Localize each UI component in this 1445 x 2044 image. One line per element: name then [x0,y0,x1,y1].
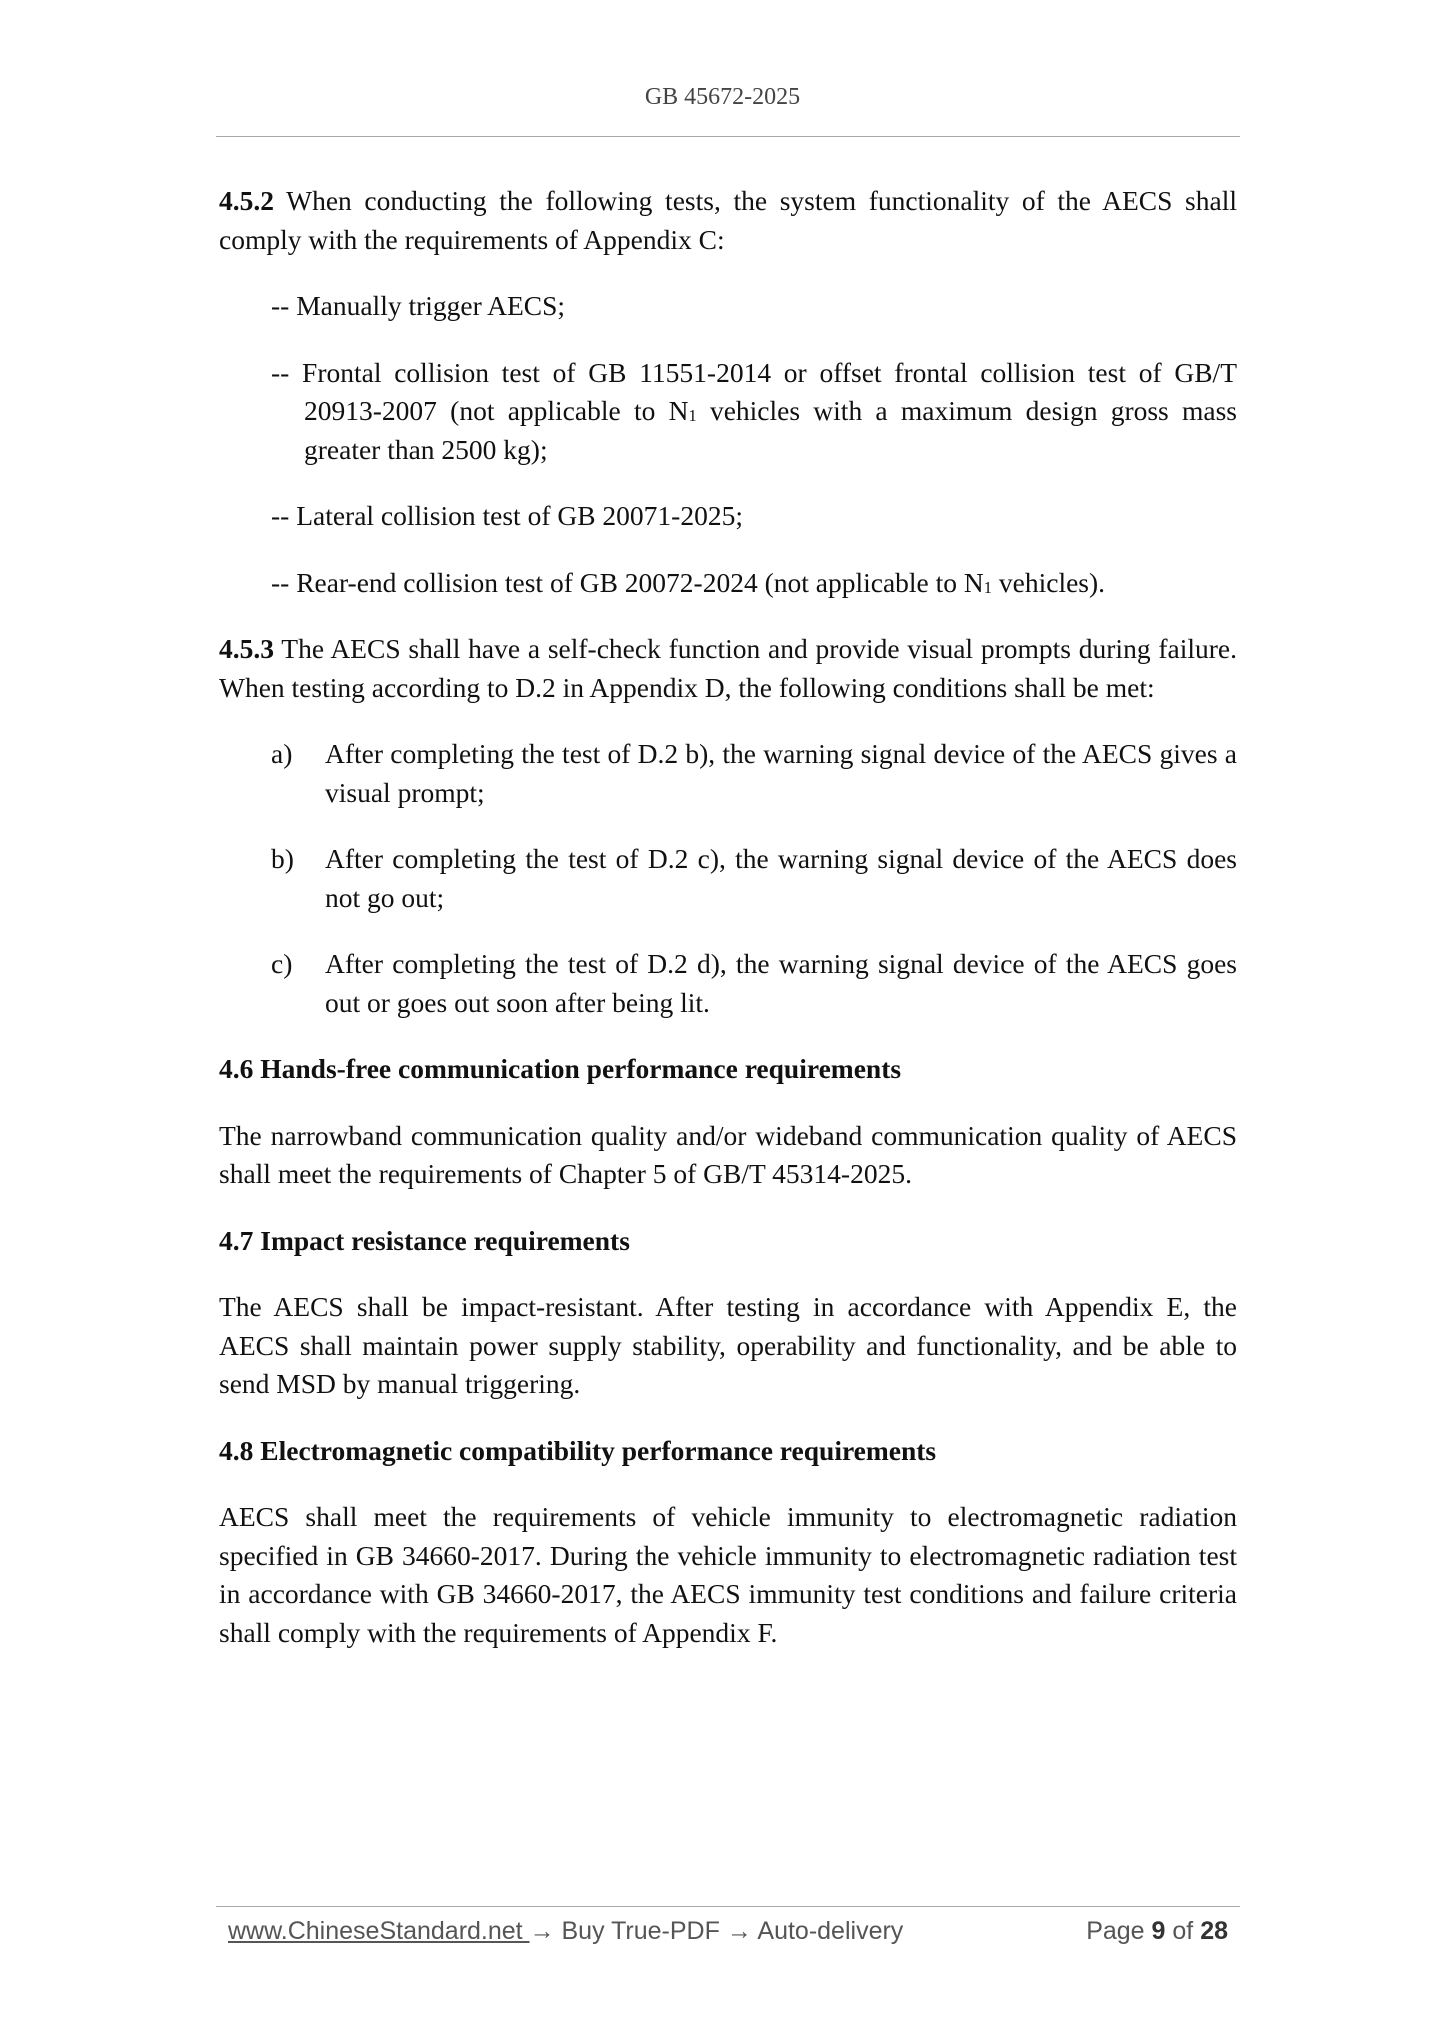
section-heading-4-7: 4.7 Impact resistance requirements [219,1224,630,1256]
section-text-4-8: AECS shall meet the requirements of vehicle immunity to electromagnetic radiation specified in GB 34660-2017. During the vehicle immunity to electromagnetic radiation test in accordance with GB 34660-2017, the AECS immunity test conditions and failure criteria shall comply with the requirements of Appendix F. [219,1501,1237,1648]
footer-links [228,1917,903,1946]
clause-text: When conducting the following tests, the system functionality of the AECS shall comply with the requirements of Appendix C: [219,185,1237,255]
list-item: -- Rear-end collision test of GB 20072-2024 (not applicable to $N_1$ vehicles). [271,566,1106,598]
clause-4-5-3 [219,630,1237,707]
clause-number: 4.5.2 [219,185,274,216]
page-footer [228,1917,1228,1957]
document-id-header: GB 45672-2025 [644,84,801,110]
list-item-text: After completing the test of D.2 d), the warning signal device of the AECS goes out or goes out soon after being lit. [325,948,1237,1018]
footer-divider [216,1906,1240,1907]
list-item: -- Lateral collision test of GB 20071-2025; [271,500,743,531]
clause-text: The AECS shall have a self-check function and provide visual prompts during failure. When testing according to D.2 in Appendix D, the following conditions shall be met: [219,633,1237,703]
buy-text: → Buy True-PDF → Auto-delivery [529,1917,904,1945]
list-item: -- Manually trigger AECS; [271,290,566,321]
list-item: -- Frontal collision test of GB 11551-2014 or offset frontal collision test of GB/T 20913-2007 (not applicable to $N_1$ vehicles with a maximum design gross mass greater than 2500 kg); [271,356,1238,465]
section-heading-4-8: 4.8 Electromagnetic compatibility performance requirements [219,1434,937,1466]
list-item [271,840,1237,917]
list-item-text: After completing the test of D.2 c), the warning signal device of the AECS does not go out; [325,843,1237,913]
page-content [219,182,1237,1680]
list-marker: b) [271,843,294,874]
list-marker: a) [271,738,293,769]
current-page: 9 [1151,1917,1166,1945]
clause-4-5-2 [219,182,1237,259]
section-text-4-7: The AECS shall be impact-resistant. After testing in accordance with Appendix E, the AECS shall maintain power supply stability, operability and functionality, and be able to send MSD by manual triggering. [219,1291,1237,1399]
list-item [271,735,1237,812]
list-marker: c) [271,948,293,979]
header-divider [216,136,1240,137]
list-item-text: After completing the test of D.2 b), the warning signal device of the AECS gives a visual prompt; [325,738,1237,808]
website-link[interactable]: www.ChineseStandard.net [228,1917,530,1945]
section-heading-4-6: 4.6 Hands-free communication performance requirements [219,1053,902,1084]
section-text-4-6: The narrowband communication quality and/or wideband communication quality of AECS shall meet the requirements of Chapter 5 of GB/T 45314-2025. [219,1119,1237,1189]
list-item [271,945,1237,1022]
total-pages: 28 [1200,1917,1228,1945]
clause-number: 4.5.3 [219,633,274,664]
page-number: Page 9 of 28 [1086,1917,1228,1945]
